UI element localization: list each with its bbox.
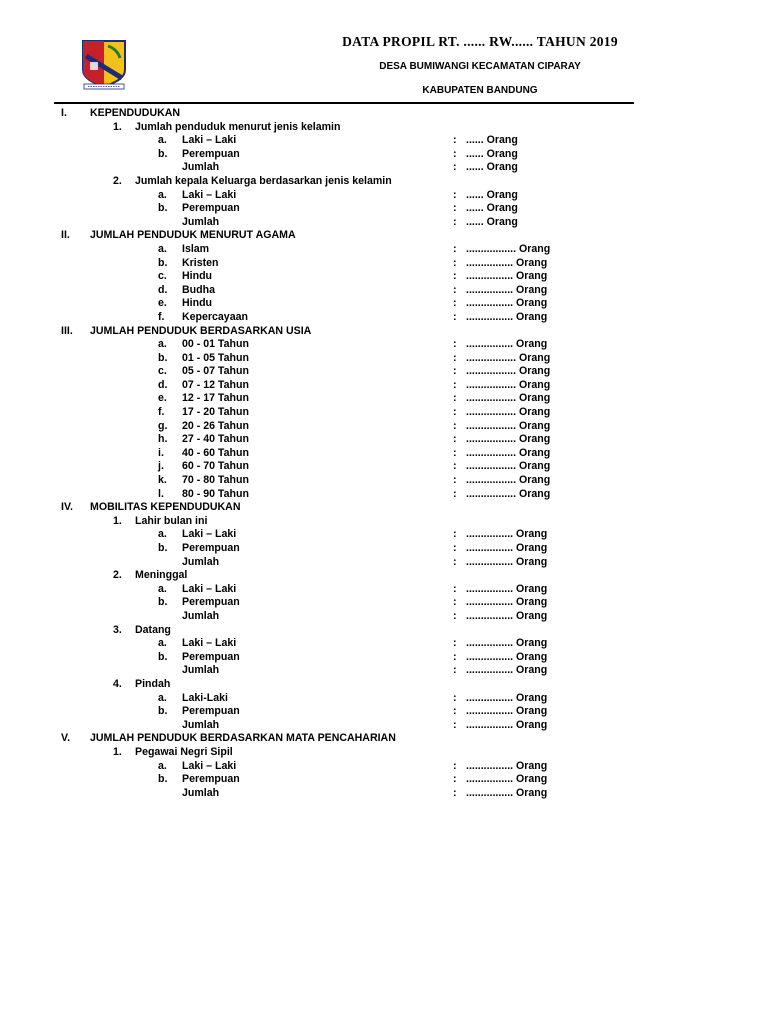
row-marker: II.: [61, 229, 70, 242]
row-label: 05 - 07 Tahun: [182, 365, 249, 378]
row-colon: :: [453, 650, 457, 663]
row-colon: :: [453, 392, 457, 405]
row-colon: :: [453, 365, 457, 378]
row-value-blank: ................ Orang: [466, 270, 548, 283]
row-value-blank: ................. Orang: [466, 460, 551, 473]
row-colon: :: [453, 474, 457, 487]
row-value-blank: ................ Orang: [466, 718, 548, 731]
row-label: MOBILITAS KEPENDUDUKAN: [90, 501, 241, 514]
row-colon: :: [453, 188, 457, 201]
row-value-blank: ................ Orang: [466, 664, 548, 677]
row-value-blank: ................. Orang: [466, 446, 551, 459]
form-item: [0, 488, 768, 502]
form-item: [0, 610, 768, 624]
row-label: Lahir bulan ini: [135, 514, 208, 527]
row-colon: :: [453, 664, 457, 677]
form-item: [0, 705, 768, 719]
form-item: [0, 297, 768, 311]
row-marker: 4.: [113, 677, 122, 690]
row-colon: :: [453, 786, 457, 799]
form-item: [0, 447, 768, 461]
row-label: 00 - 01 Tahun: [182, 338, 249, 351]
row-value-blank: ................ Orang: [466, 705, 548, 718]
row-marker: 1.: [113, 745, 122, 758]
row-marker: b.: [158, 773, 168, 786]
row-label: 17 - 20 Tahun: [182, 406, 249, 419]
form-item: [0, 216, 768, 230]
form-item: [0, 202, 768, 216]
row-label: Pindah: [135, 677, 171, 690]
row-marker: 2.: [113, 174, 122, 187]
form-item: [0, 542, 768, 556]
form-item: [0, 474, 768, 488]
row-colon: :: [453, 378, 457, 391]
form-item: [0, 148, 768, 162]
row-colon: :: [453, 338, 457, 351]
row-colon: :: [453, 542, 457, 554]
row-label: Jumlah kepala Keluarga berdasarkan jenis kelamin: [135, 174, 392, 187]
row-colon: :: [453, 297, 457, 310]
row-value-blank: ................. Orang: [466, 392, 551, 405]
row-marker: b.: [158, 202, 168, 215]
row-colon: :: [453, 596, 457, 609]
row-marker: a.: [158, 637, 167, 650]
row-label: Jumlah penduduk menurut jenis kelamin: [135, 120, 341, 133]
form-item: [0, 284, 768, 298]
row-colon: :: [453, 419, 457, 432]
row-marker: e.: [158, 392, 167, 405]
regency-subtitle: KABUPATEN BANDUNG: [422, 85, 538, 96]
row-value-blank: ................ Orang: [466, 637, 548, 650]
row-label: JUMLAH PENDUDUK BERDASARKAN USIA: [90, 324, 312, 337]
row-marker: III.: [61, 324, 73, 337]
form-item: [0, 664, 768, 678]
form-item: [0, 392, 768, 406]
row-colon: :: [453, 759, 457, 772]
row-colon: :: [453, 270, 457, 283]
row-marker: k.: [158, 474, 167, 487]
form-item: [0, 651, 768, 665]
row-label: Jumlah: [182, 609, 220, 622]
form-item: [0, 189, 768, 203]
form-item: [0, 161, 768, 175]
form-item: [0, 460, 768, 474]
village-subtitle: DESA BUMIWANGI KECAMATAN CIPARAY: [379, 61, 581, 72]
row-value-blank: ................ Orang: [466, 338, 548, 351]
row-colon: :: [453, 718, 457, 731]
row-marker: b.: [158, 147, 168, 160]
row-label: Datang: [135, 623, 171, 636]
header-divider: [54, 102, 634, 104]
row-marker: a.: [158, 188, 167, 201]
row-value-blank: ................. Orang: [466, 406, 551, 419]
row-marker: a.: [158, 759, 167, 772]
row-value-blank: ................. Orang: [466, 351, 551, 364]
row-value-blank: ................ Orang: [466, 773, 548, 786]
row-value-blank: ................. Orang: [466, 242, 551, 255]
row-marker: I.: [61, 107, 67, 119]
row-marker: a.: [158, 691, 167, 704]
row-label: Laki – Laki: [182, 759, 237, 772]
row-value-blank: ................. Orang: [466, 365, 551, 378]
subsection-heading: [0, 121, 768, 135]
subsection-heading: [0, 175, 768, 189]
row-label: Perempuan: [182, 596, 240, 609]
row-label: Laki – Laki: [182, 134, 237, 147]
row-label: Kristen: [182, 256, 219, 269]
row-marker: b.: [158, 256, 168, 269]
form-item: [0, 352, 768, 366]
row-label: Jumlah: [182, 161, 220, 174]
row-label: Laki-Laki: [182, 691, 228, 704]
row-colon: :: [453, 460, 457, 473]
form-item: [0, 528, 768, 542]
subsection-heading: [0, 569, 768, 583]
row-value-blank: ................ Orang: [466, 555, 548, 568]
form-rows: [0, 107, 768, 800]
row-marker: a.: [158, 242, 167, 255]
row-label: 20 - 26 Tahun: [182, 419, 249, 432]
row-value-blank: ...... Orang: [466, 202, 518, 215]
subsection-heading: [0, 678, 768, 692]
row-label: 07 - 12 Tahun: [182, 378, 249, 391]
row-value-blank: ................ Orang: [466, 650, 548, 663]
form-item: [0, 379, 768, 393]
row-marker: f.: [158, 310, 165, 323]
row-value-blank: ...... Orang: [466, 188, 518, 201]
form-item: [0, 420, 768, 434]
row-marker: a.: [158, 528, 167, 541]
row-label: Laki – Laki: [182, 528, 237, 541]
row-colon: :: [453, 555, 457, 568]
form-item: [0, 406, 768, 420]
row-marker: e.: [158, 297, 167, 310]
form-item: [0, 583, 768, 597]
row-label: Perempuan: [182, 147, 240, 160]
page-title: DATA PROPIL RT. ...... RW...... TAHUN 2019: [342, 34, 618, 49]
row-label: Hindu: [182, 297, 213, 310]
form-item: [0, 787, 768, 801]
row-marker: f.: [158, 406, 165, 419]
row-label: 12 - 17 Tahun: [182, 392, 249, 405]
row-marker: a.: [158, 134, 167, 147]
row-colon: :: [453, 161, 457, 174]
row-colon: :: [453, 406, 457, 419]
row-value-blank: ................ Orang: [466, 528, 548, 541]
row-value-blank: ...... Orang: [466, 134, 518, 147]
row-marker: b.: [158, 596, 168, 609]
row-colon: :: [453, 637, 457, 650]
section-heading: [0, 501, 768, 515]
subsection-heading: [0, 746, 768, 760]
row-marker: a.: [158, 338, 167, 351]
row-marker: b.: [158, 650, 168, 663]
row-label: Jumlah: [182, 786, 220, 799]
row-label: Jumlah: [182, 718, 220, 731]
row-label: 70 - 80 Tahun: [182, 474, 249, 487]
row-marker: c.: [158, 270, 167, 283]
row-value-blank: ................ Orang: [466, 759, 548, 772]
row-value-blank: ...... Orang: [466, 161, 518, 174]
row-marker: b.: [158, 705, 168, 718]
row-value-blank: ................ Orang: [466, 596, 548, 609]
row-label: 40 - 60 Tahun: [182, 446, 249, 459]
row-label: Laki – Laki: [182, 637, 237, 650]
row-colon: :: [453, 609, 457, 622]
row-label: 80 - 90 Tahun: [182, 487, 249, 500]
row-colon: :: [453, 705, 457, 718]
row-colon: :: [453, 773, 457, 786]
form-item: [0, 596, 768, 610]
row-marker: d.: [158, 378, 168, 391]
row-value-blank: ................ Orang: [466, 786, 548, 799]
form-item: [0, 270, 768, 284]
row-label: Hindu: [182, 270, 213, 283]
row-label: 27 - 40 Tahun: [182, 433, 249, 446]
row-colon: :: [453, 582, 457, 595]
row-label: Laki – Laki: [182, 582, 237, 595]
row-label: Meninggal: [135, 569, 188, 582]
row-value-blank: ................. Orang: [466, 378, 551, 391]
row-label: Perempuan: [182, 202, 240, 215]
row-colon: :: [453, 242, 457, 255]
row-value-blank: ...... Orang: [466, 215, 518, 228]
row-label: Kepercayaan: [182, 310, 248, 323]
row-marker: i.: [158, 446, 164, 459]
row-marker: 1.: [113, 120, 122, 133]
row-value-blank: ...... Orang: [466, 147, 518, 160]
form-item: [0, 773, 768, 787]
form-item: [0, 365, 768, 379]
row-label: Jumlah: [182, 215, 220, 228]
row-marker: l.: [158, 487, 164, 500]
row-label: Laki – Laki: [182, 188, 237, 201]
row-label: JUMLAH PENDUDUK MENURUT AGAMA: [90, 229, 296, 242]
row-colon: :: [453, 528, 457, 541]
row-value-blank: ................ Orang: [466, 297, 548, 310]
row-label: Perempuan: [182, 542, 240, 554]
row-marker: 3.: [113, 623, 122, 636]
row-marker: IV.: [61, 501, 73, 514]
row-label: Budha: [182, 283, 215, 296]
row-colon: :: [453, 310, 457, 323]
section-heading: [0, 229, 768, 243]
row-marker: c.: [158, 365, 167, 378]
form-item: [0, 556, 768, 570]
row-label: JUMLAH PENDUDUK BERDASARKAN MATA PENCAHARIAN: [90, 732, 396, 745]
row-value-blank: ................ Orang: [466, 691, 548, 704]
bandung-regency-coat-of-arms-icon: [78, 38, 130, 92]
section-heading: [0, 325, 768, 339]
row-label: Jumlah: [182, 555, 220, 568]
form-item: [0, 637, 768, 651]
row-marker: a.: [158, 582, 167, 595]
row-colon: :: [453, 446, 457, 459]
section-heading: [0, 732, 768, 746]
row-colon: :: [453, 283, 457, 296]
row-label: Perempuan: [182, 705, 240, 718]
row-colon: :: [453, 487, 457, 500]
form-item: [0, 243, 768, 257]
row-marker: j.: [158, 460, 164, 473]
subsection-heading: [0, 515, 768, 529]
row-value-blank: ................. Orang: [466, 433, 551, 446]
row-value-blank: ................ Orang: [466, 256, 548, 269]
row-label: 60 - 70 Tahun: [182, 460, 249, 473]
row-colon: :: [453, 202, 457, 215]
row-value-blank: ................ Orang: [466, 542, 548, 554]
form-item: [0, 134, 768, 148]
row-value-blank: ................ Orang: [466, 582, 548, 595]
row-marker: b.: [158, 542, 168, 554]
row-label: 01 - 05 Tahun: [182, 351, 249, 364]
form-item: [0, 257, 768, 271]
form-item: [0, 760, 768, 774]
row-colon: :: [453, 215, 457, 228]
row-value-blank: ................. Orang: [466, 487, 551, 500]
row-marker: g.: [158, 419, 168, 432]
row-marker: 1.: [113, 514, 122, 527]
row-marker: V.: [61, 732, 71, 745]
row-value-blank: ................ Orang: [466, 310, 548, 323]
row-marker: h.: [158, 433, 168, 446]
row-colon: :: [453, 147, 457, 160]
row-marker: 2.: [113, 569, 122, 582]
row-colon: :: [453, 134, 457, 147]
form-item: [0, 311, 768, 325]
row-label: Perempuan: [182, 650, 240, 663]
row-value-blank: ................. Orang: [466, 474, 551, 487]
row-value-blank: ................ Orang: [466, 609, 548, 622]
row-label: Perempuan: [182, 773, 240, 786]
form-item: [0, 433, 768, 447]
row-value-blank: ................ Orang: [466, 283, 548, 296]
row-marker: d.: [158, 283, 168, 296]
row-label: KEPENDUDUKAN: [90, 107, 181, 119]
row-marker: b.: [158, 351, 168, 364]
form-item: [0, 338, 768, 352]
form-item: [0, 692, 768, 706]
subsection-heading: [0, 624, 768, 638]
row-colon: :: [453, 256, 457, 269]
form-item: [0, 719, 768, 733]
section-heading: [0, 107, 768, 121]
row-label: Pegawai Negri Sipil: [135, 745, 233, 758]
row-value-blank: ................. Orang: [466, 419, 551, 432]
row-label: Islam: [182, 242, 210, 255]
row-label: Jumlah: [182, 664, 220, 677]
row-colon: :: [453, 351, 457, 364]
row-colon: :: [453, 691, 457, 704]
row-colon: :: [453, 433, 457, 446]
